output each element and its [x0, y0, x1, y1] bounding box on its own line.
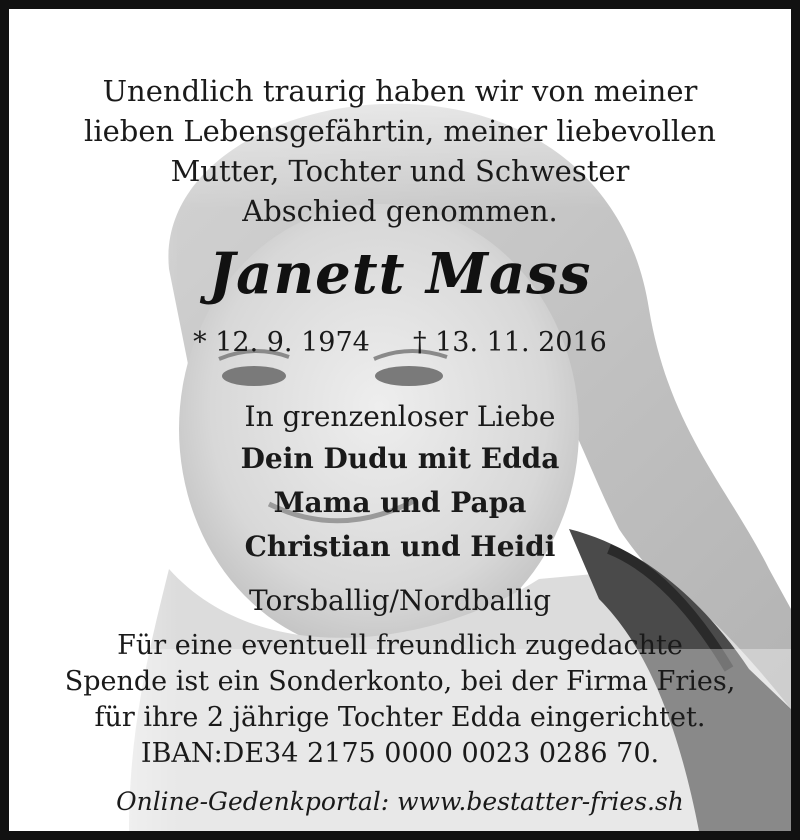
intro-line: Mutter, Tochter und Schwester [170, 154, 630, 188]
donation-line: Spende ist ein Sonderkonto, bei der Firma Fries, [64, 666, 736, 697]
memorial-portal-link[interactable]: Online-Gedenkportal: www.bestatter-fries.sh [116, 787, 684, 816]
birth-date: * 12. 9. 1974 [193, 327, 370, 358]
donation-line: Für eine eventuell freundlich zugedachte [117, 630, 683, 661]
signature-intro: In grenzenloser Liebe [244, 400, 556, 433]
signature-line: Christian und Heidi [244, 530, 556, 563]
iban-line: IBAN:DE34 2175 0000 0023 0286 70. [140, 738, 660, 769]
signature-line: Dein Dudu mit Edda [240, 442, 560, 475]
intro-line: Abschied genommen. [242, 194, 558, 228]
deceased-name: Janett Mass [208, 241, 592, 307]
signature-place: Torsballig/Nordballig [248, 584, 552, 617]
donation-line: für ihre 2 jährige Tochter Edda eingerichtet. [94, 702, 706, 733]
intro-line: Unendlich traurig haben wir von meiner [102, 74, 698, 108]
death-date: † 13. 11. 2016 [413, 327, 607, 358]
life-dates [9, 327, 791, 358]
intro-line: lieben Lebensgefährtin, meiner liebevollen [84, 114, 716, 148]
signature-line: Mama und Papa [273, 486, 527, 519]
